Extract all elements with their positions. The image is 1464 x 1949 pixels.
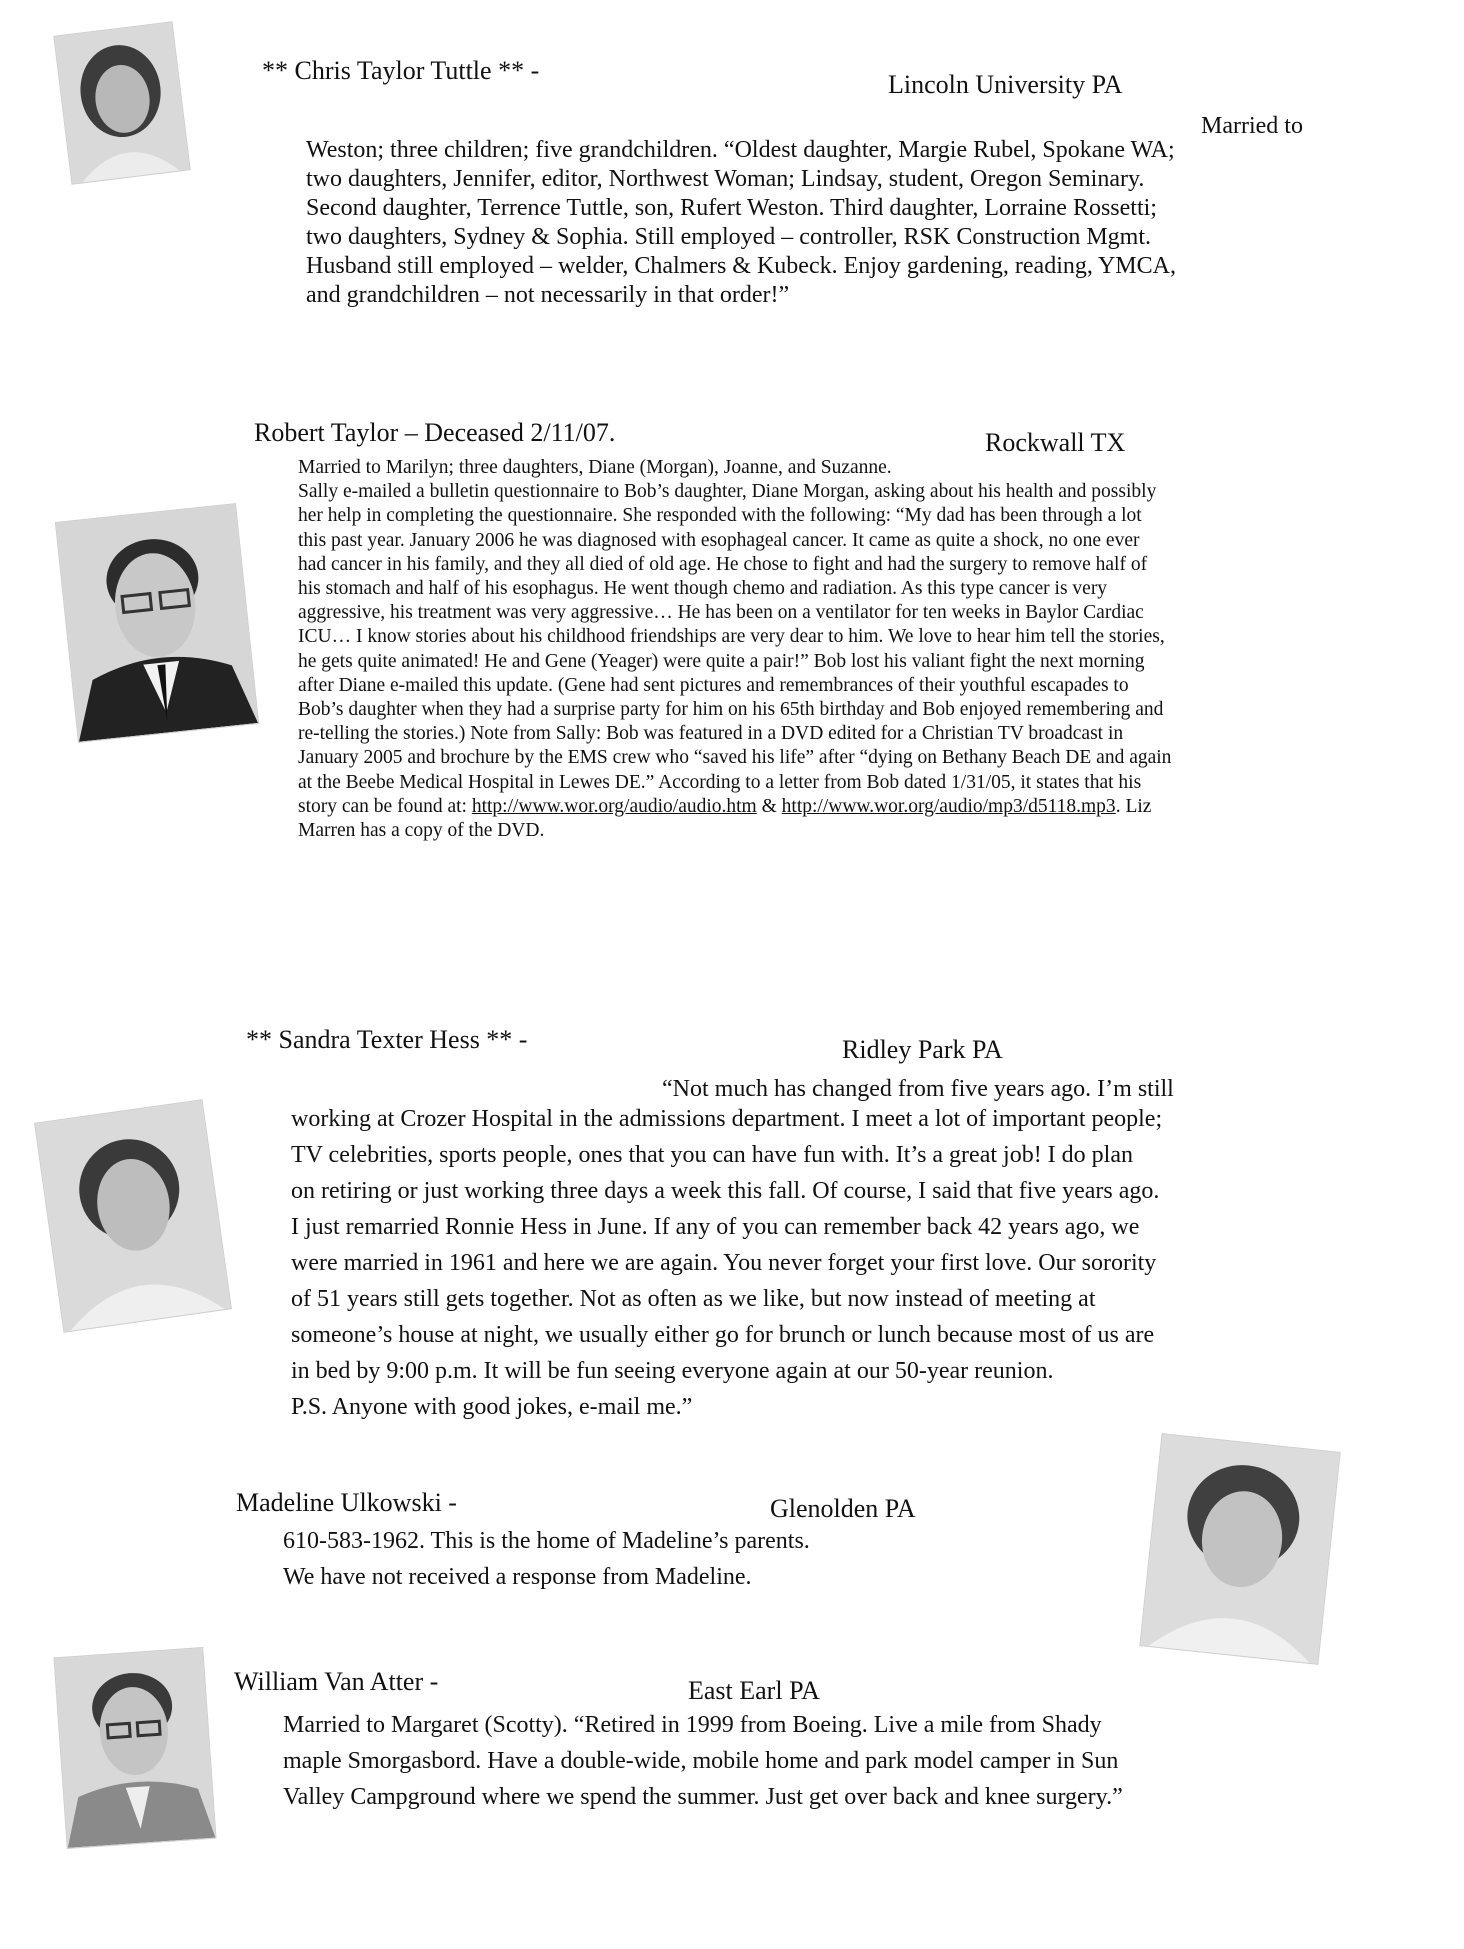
body-line: re-telling the stories.) Note from Sally: Bob was featured in a DVD edited for a Christian TV broadcast in <box>298 723 1124 744</box>
story-audio-link[interactable]: http://www.wor.org/audio/audio.htm <box>471 796 757 817</box>
link-separator: & <box>756 796 782 817</box>
body-line: We have not received a response from Madeline. <box>283 1564 752 1590</box>
story-mp3-link[interactable]: http://www.wor.org/audio/mp3/d5118.mp3 <box>781 796 1116 817</box>
portrait-image <box>56 504 258 742</box>
entry-name: Madeline Ulkowski - <box>236 1488 457 1517</box>
body-line: Married to Margaret (Scotty). “Retired in 1999 from Boeing. Live a mile from Shady <box>283 1712 1102 1738</box>
body-line: Weston; three children; five grandchildren. “Oldest daughter, Margie Rubel, Spokane WA; <box>306 137 1175 163</box>
body-line: someone’s house at night, we usually either go for brunch or lunch because most of us are <box>291 1322 1155 1348</box>
portrait-image <box>1140 1434 1339 1663</box>
body-line: ICU… I know stories about his childhood friendships are very dear to him. We love to hear him tell the stories, <box>298 626 1165 647</box>
portrait-photo-william-van-atter <box>53 1647 216 1849</box>
portrait-photo-sandra-texter-hess <box>34 1099 232 1333</box>
body-line: her help in completing the questionnaire. She responded with the following: “My dad has been through a lot <box>298 505 1142 526</box>
body-line: at the Beebe Medical Hospital in Lewes DE.” According to a letter from Bob dated 1/31/05, it states that his <box>298 772 1142 793</box>
entry-name: ** Sandra Texter Hess ** - <box>246 1025 528 1054</box>
body-line: aggressive, his treatment was very aggressive… He has been on a ventilator for ten weeks in Baylor Cardiac <box>298 602 1144 623</box>
entry-location: Rockwall TX <box>985 428 1126 457</box>
body-line: P.S. Anyone with good jokes, e-mail me.” <box>291 1394 693 1420</box>
body-line: in bed by 9:00 p.m. It will be fun seeing everyone again at our 50-year reunion. <box>291 1358 1054 1384</box>
story-prefix: story can be found at: <box>298 796 472 817</box>
body-line: I just remarried Ronnie Hess in June. If any of you can remember back 42 years ago, we <box>291 1214 1140 1240</box>
body-line: January 2005 and brochure by the EMS crew who “saved his life” after “dying on Bethany Beach DE and again <box>298 747 1172 768</box>
body-line: Valley Campground where we spend the summer. Just get over back and knee surgery.” <box>283 1784 1123 1810</box>
body-line: 610-583-1962. This is the home of Madeline’s parents. <box>283 1528 810 1554</box>
body-line: of 51 years still gets together. Not as often as we like, but now instead of meeting at <box>291 1286 1096 1312</box>
body-line: and grandchildren – not necessarily in that order!” <box>306 282 790 308</box>
body-line: Bob’s daughter when they had a surprise party for him on his 65th birthday and Bob enjoyed remembering and <box>298 699 1164 720</box>
portrait-image <box>54 22 189 183</box>
body-line: he gets quite animated! He and Gene (Yeager) were quite a pair!” Bob lost his valiant fight the next morning <box>298 651 1145 672</box>
entry-location: Ridley Park PA <box>842 1035 1003 1064</box>
body-line: Sally e-mailed a bulletin questionnaire to Bob’s daughter, Diane Morgan, asking about his health and possibly <box>298 481 1157 502</box>
body-line: two daughters, Jennifer, editor, Northwest Woman; Lindsay, student, Oregon Seminary. <box>306 166 1145 192</box>
story-suffix: . Liz <box>1115 796 1152 817</box>
body-line: Married to Marilyn; three daughters, Diane (Morgan), Joanne, and Suzanne. <box>298 457 892 478</box>
body-line: two daughters, Sydney & Sophia. Still employed – controller, RSK Construction Mgmt. <box>306 224 1151 250</box>
body-line: Husband still employed – welder, Chalmers & Kubeck. Enjoy gardening, reading, YMCA, <box>306 253 1176 279</box>
body-line: this past year. January 2006 he was diagnosed with esophageal cancer. It came as quite a shock, no one ever <box>298 530 1140 551</box>
body-line: maple Smorgasbord. Have a double-wide, mobile home and park model camper in Sun <box>283 1748 1119 1774</box>
body-line: after Diane e-mailed this update. (Gene had sent pictures and remembrances of their youthful escapades to <box>298 675 1129 696</box>
entry-location: Glenolden PA <box>770 1494 916 1523</box>
entry-location: Lincoln University PA <box>888 70 1123 99</box>
married-label: Married to <box>1201 113 1303 139</box>
entry-name: ** Chris Taylor Tuttle ** - <box>262 56 540 85</box>
body-line: his stomach and half of his esophagus. He went though chemo and radiation. As this type cancer is very <box>298 578 1108 599</box>
portrait-image <box>35 1100 231 1331</box>
body-line: working at Crozer Hospital in the admissions department. I meet a lot of important people; <box>291 1106 1163 1132</box>
entry-name: William Van Atter - <box>234 1667 439 1696</box>
body-line: Marren has a copy of the DVD. <box>298 820 545 841</box>
portrait-photo-madeline-ulkowski <box>1139 1433 1340 1665</box>
body-line: Second daughter, Terrence Tuttle, son, Rufert Weston. Third daughter, Lorraine Rossetti; <box>306 195 1157 221</box>
body-line: “Not much has changed from five years ago. I’m still <box>662 1076 1174 1102</box>
body-line: were married in 1961 and here we are again. You never forget your first love. Our sorority <box>291 1250 1157 1276</box>
portrait-photo-chris-taylor-tuttle <box>53 21 190 185</box>
story-line <box>298 795 1151 819</box>
entry-name: Robert Taylor – Deceased 2/11/07. <box>254 418 616 447</box>
portrait-image <box>55 1648 216 1848</box>
body-line: had cancer in his family, and they all died of old age. He chose to fight and had the surgery to remove half of <box>298 554 1148 575</box>
body-line: TV celebrities, sports people, ones that you can have fun with. It’s a great job! I do plan <box>291 1142 1133 1168</box>
entry-location: East Earl PA <box>688 1676 820 1705</box>
body-line: on retiring or just working three days a week this fall. Of course, I said that five years ago. <box>291 1178 1160 1204</box>
portrait-photo-robert-taylor <box>55 503 259 743</box>
